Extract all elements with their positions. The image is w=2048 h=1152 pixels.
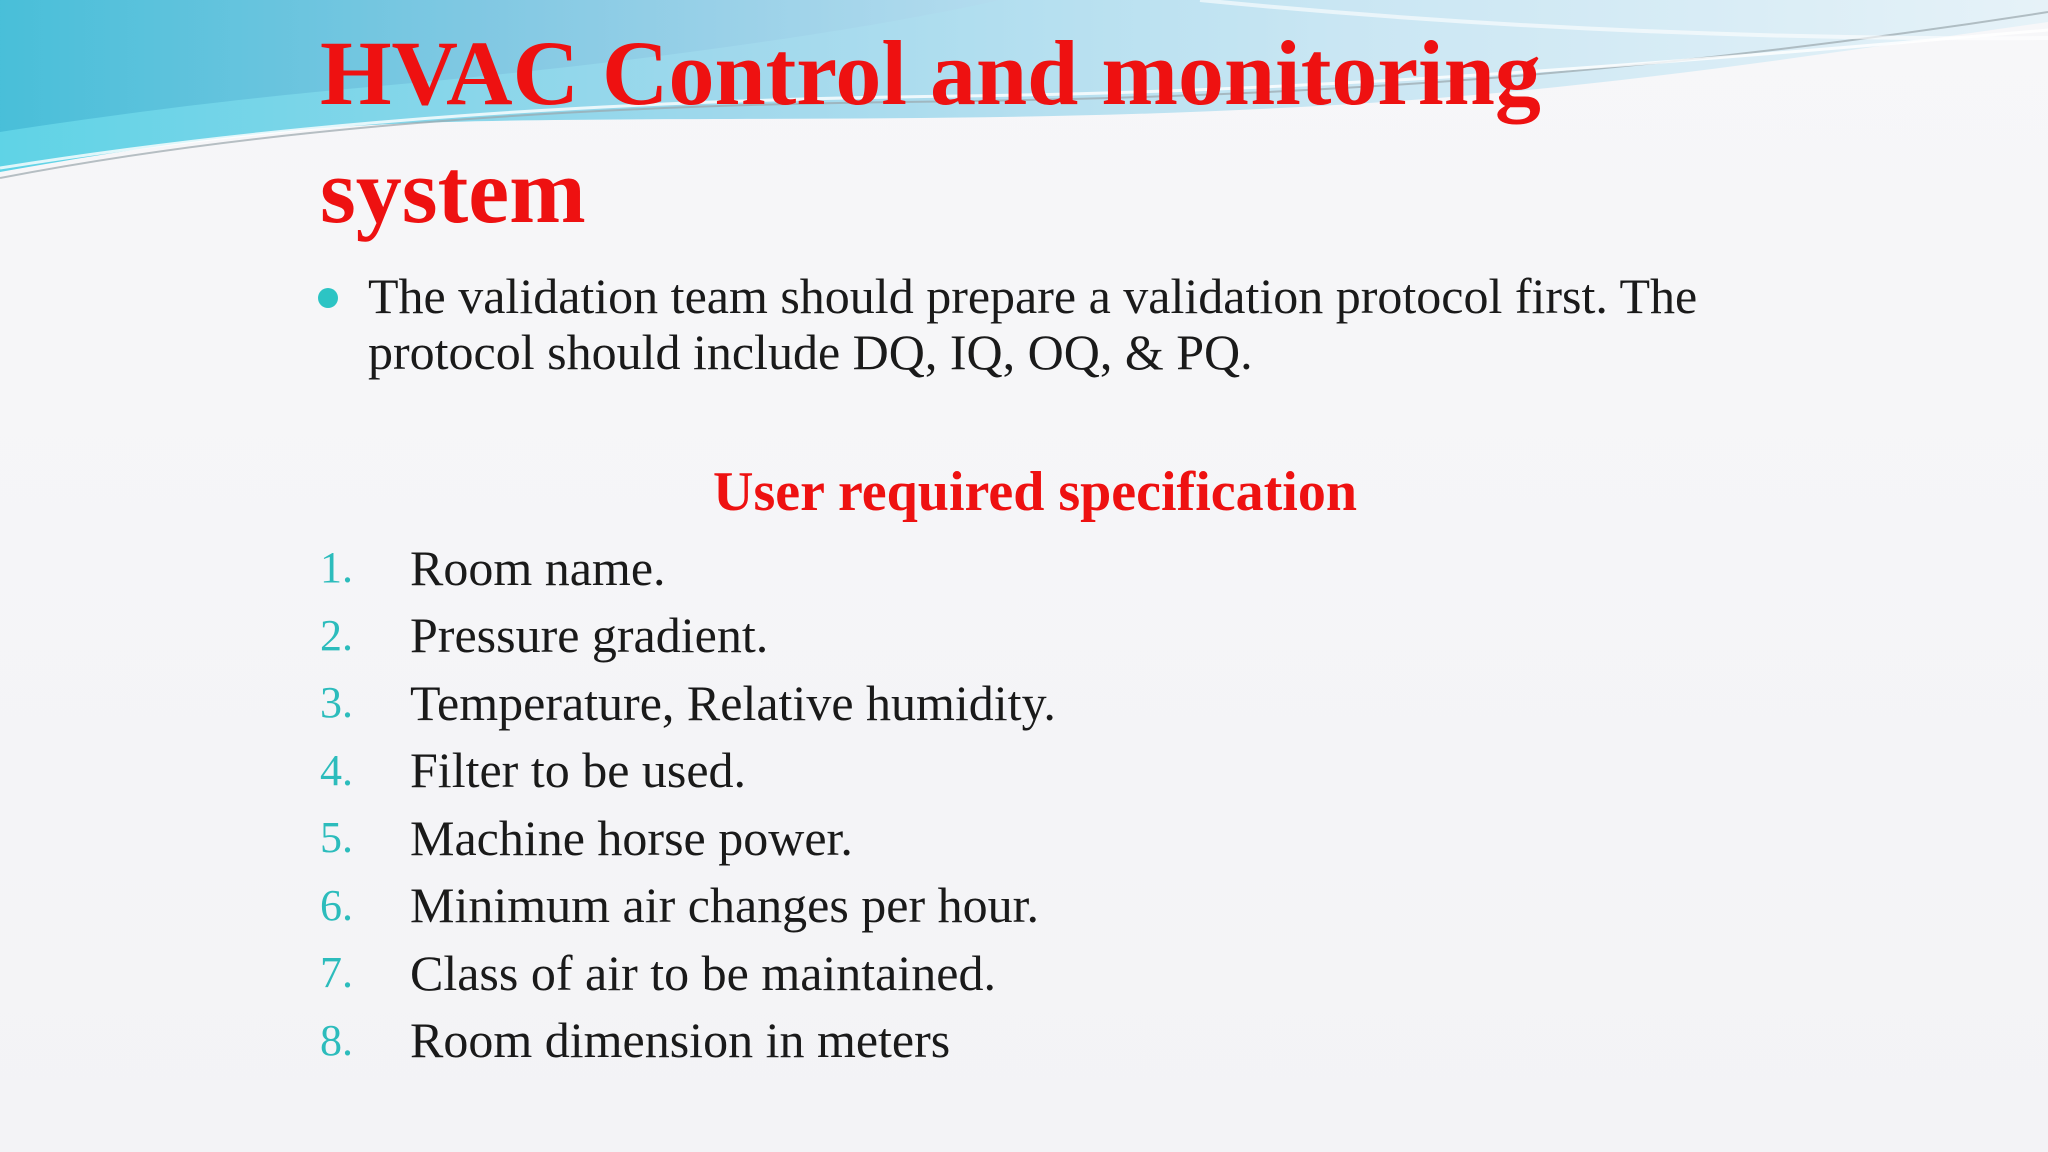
list-item-number: 1. <box>320 543 353 593</box>
slide-title: HVAC Control and monitoring system <box>320 22 1541 242</box>
list-item-number: 6. <box>320 880 353 930</box>
list-item-number: 2. <box>320 610 353 660</box>
list-item-text: Class of air to be maintained. <box>410 944 996 1001</box>
list-item <box>320 534 1056 602</box>
list-item <box>320 1007 1056 1075</box>
list-item-number: 4. <box>320 745 353 795</box>
list-item <box>320 737 1056 805</box>
list-item-text: Machine horse power. <box>410 809 853 866</box>
list-item-text: Minimum air changes per hour. <box>410 877 1040 934</box>
list-item-text: Pressure gradient. <box>410 607 769 664</box>
list-item-text: Room name. <box>410 539 666 596</box>
list-item-number: 7. <box>320 948 353 998</box>
bullet-dot-icon <box>318 288 338 308</box>
list-item-number: 5. <box>320 813 353 863</box>
list-item <box>320 939 1056 1007</box>
list-item-text: Temperature, Relative humidity. <box>410 674 1056 731</box>
list-item-text: Filter to be used. <box>410 742 747 799</box>
list-item <box>320 669 1056 737</box>
list-item-number: 8. <box>320 1015 353 1065</box>
list-item-number: 3. <box>320 678 353 728</box>
bullet-point <box>318 268 1798 380</box>
bullet-text: The validation team should prepare a validation protocol first. The protocol should include DQ, IQ, OQ, & PQ. <box>368 268 1698 380</box>
list-item <box>320 872 1056 940</box>
list-item-text: Room dimension in meters <box>410 1012 951 1069</box>
specification-list <box>320 534 1056 1074</box>
list-item <box>320 804 1056 872</box>
section-heading: User required specification <box>713 461 1357 523</box>
list-item <box>320 602 1056 670</box>
